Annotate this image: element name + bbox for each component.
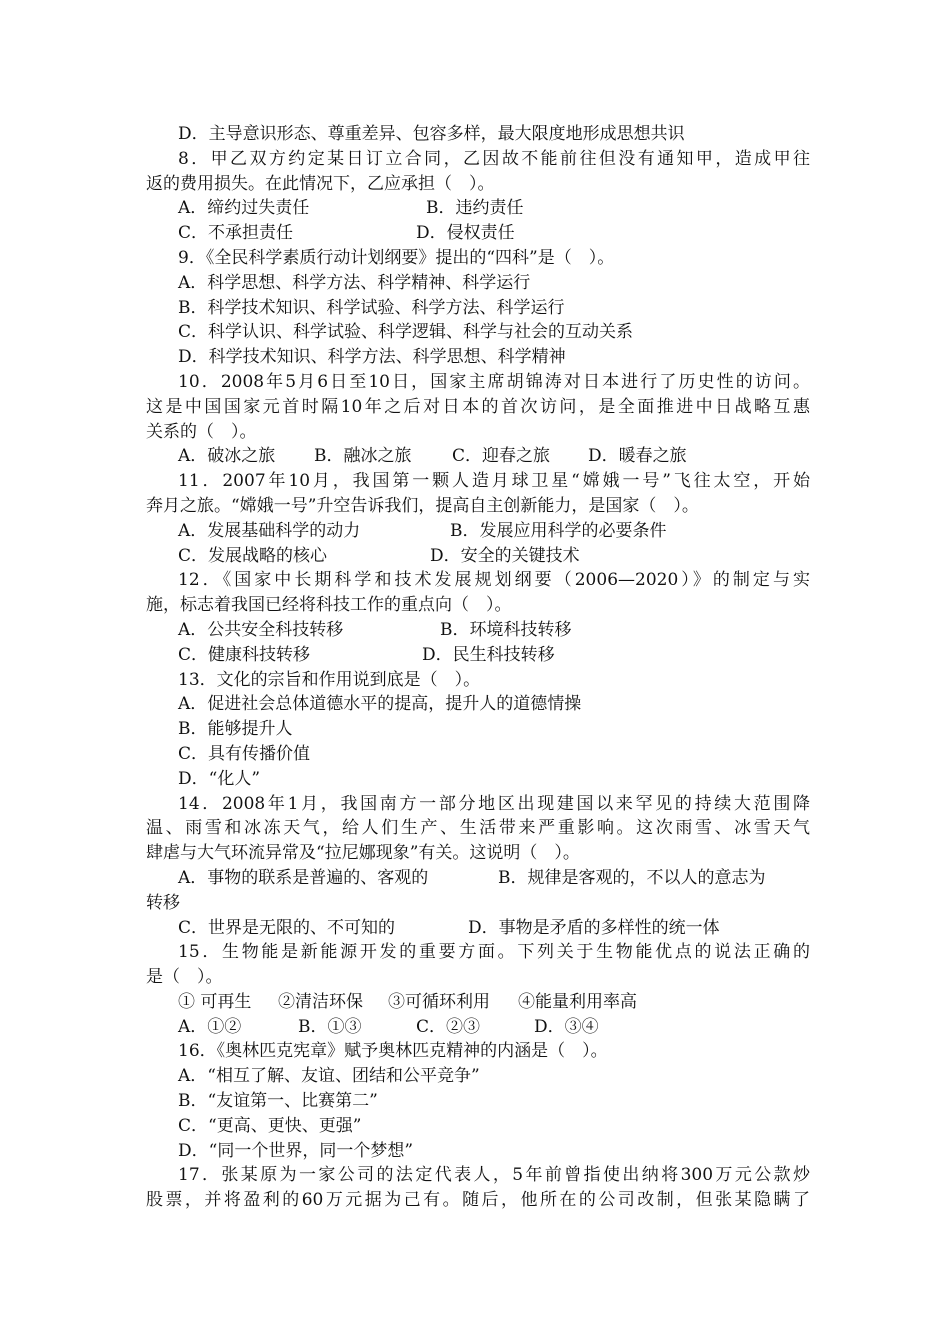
q8-option-b: B．违约责任 <box>426 198 524 219</box>
q14-option-c: C．世界是无限的、不可知的 <box>178 917 396 938</box>
q15-options <box>146 1015 810 1040</box>
q14-option-b-cont: 转移 <box>146 892 180 913</box>
q16-option-b: B．“友谊第一、比赛第二” <box>178 1091 378 1112</box>
q8-option-c: C．不承担责任 <box>178 223 294 244</box>
q13-option-c: C．具有传播价值 <box>178 743 311 764</box>
q10-stem: 10．2008年5月6日至10日，国家主席胡锦涛对日本进行了历史性的访问。 <box>178 371 810 392</box>
q11-option-b: B．发展应用科学的必要条件 <box>450 520 667 541</box>
q8-option-a: A．缔约过失责任 <box>178 198 310 219</box>
q15-item-4: ④能量利用率高 <box>518 991 637 1012</box>
q12-option-b: B．环境科技转移 <box>440 619 572 640</box>
q16-stem: 16．《奥林匹克宪章》赋予奥林匹克精神的内涵是（ ）。 <box>178 1041 608 1062</box>
q12-stem: 12．《国家中长期科学和技术发展规划纲要（2006—2020）》的制定与实 <box>178 570 810 591</box>
q16-option-c: C．“更高、更快、更强” <box>178 1115 362 1136</box>
q15-option-d: D．③④ <box>534 1016 599 1037</box>
document-page <box>146 122 810 1213</box>
q15-option-c: C．②③ <box>416 1016 481 1037</box>
q11-options-cd <box>146 544 810 569</box>
q8-option-d: D．侵权责任 <box>416 223 515 244</box>
q16-option-d: D．“同一个世界，同一个梦想” <box>178 1140 414 1161</box>
q15-item-2: ②清洁环保 <box>278 991 363 1012</box>
q11-stem: 11．2007年10月，我国第一颗人造月球卫星“嫦娥一号”飞往太空，开始 <box>178 471 810 492</box>
q10-option-b: B．融冰之旅 <box>314 446 412 467</box>
q13-stem: 13．文化的宗旨和作用说到底是（ ）。 <box>178 669 481 690</box>
q12-option-a: A．公共安全科技转移 <box>178 619 344 640</box>
q14-stem: 14．2008年1月，我国南方一部分地区出现建国以来罕见的持续大范围降 <box>178 793 810 814</box>
q9-option-a: A．科学思想、科学方法、科学精神、科学运行 <box>178 272 531 293</box>
q8-options-cd <box>146 221 810 246</box>
q8-stem-cont: 返的费用损失。在此情况下，乙应承担（ ）。 <box>146 173 495 194</box>
q17-stem: 17．张某原为一家公司的法定代表人，5年前曾指使出纳将300万元公款炒 <box>178 1165 810 1186</box>
q11-option-d: D．安全的关键技术 <box>430 545 580 566</box>
q10-option-d: D．暖春之旅 <box>588 446 687 467</box>
q7-option-d: D．主导意识形态、尊重差异、包容多样，最大限度地形成思想共识 <box>178 124 685 144</box>
q8-stem: 8．甲乙双方约定某日订立合同，乙因故不能前往但没有通知甲，造成甲往 <box>178 148 810 169</box>
q14-option-d: D．事物是矛盾的多样性的统一体 <box>468 917 720 938</box>
q14-options-ab <box>146 866 810 891</box>
q12-options-cd <box>146 643 810 668</box>
q15-stem-cont: 是（ ）。 <box>146 967 223 988</box>
q16-option-a: A．“相互了解、友谊、团结和公平竞争” <box>178 1066 480 1087</box>
q13-option-d: D．“化人” <box>178 768 261 789</box>
q14-stem-cont: 温、雨雪和冰冻天气，给人们生产、生活带来严重影响。这次雨雪、冰雪天气 <box>146 818 810 839</box>
q15-option-a: A．①② <box>178 1016 242 1037</box>
q10-stem-cont: 这是中国国家元首时隔10年之后对日本的首次访问，是全面推进中日战略互惠 <box>146 396 810 417</box>
q9-option-b: B．科学技术知识、科学试验、科学方法、科学运行 <box>178 297 565 318</box>
q13-option-a: A．促进社会总体道德水平的提高，提升人的道德情操 <box>178 694 582 715</box>
q14-options-cd <box>146 916 810 941</box>
q9-option-d: D．科学技术知识、科学方法、科学思想、科学精神 <box>178 347 566 368</box>
q8-options-ab <box>146 196 810 221</box>
q10-option-c: C．迎春之旅 <box>452 446 551 467</box>
q15-item-3: ③可循环利用 <box>388 991 490 1012</box>
q14-option-b: B．规律是客观的，不以人的意志为 <box>498 867 766 888</box>
q11-option-a: A．发展基础科学的动力 <box>178 520 361 541</box>
q17-stem-cont: 股票，并将盈利的60万元据为己有。随后，他所在的公司改制，但张某隐瞒了 <box>146 1190 810 1211</box>
q15-items <box>146 990 810 1015</box>
q11-options-ab <box>146 519 810 544</box>
q12-option-c: C．健康科技转移 <box>178 644 311 665</box>
q11-option-c: C．发展战略的核心 <box>178 545 328 566</box>
q13-option-b: B．能够提升人 <box>178 719 293 740</box>
q15-stem: 15．生物能是新能源开发的重要方面。下列关于生物能优点的说法正确的 <box>178 942 810 963</box>
q9-stem: 9．《全民科学素质行动计划纲要》提出的“四科”是（ ）。 <box>178 247 615 268</box>
q12-stem-cont: 施，标志着我国已经将科技工作的重点向（ ）。 <box>146 595 512 616</box>
q10-option-a: A．破冰之旅 <box>178 446 276 467</box>
q9-option-c: C．科学认识、科学试验、科学逻辑、科学与社会的互动关系 <box>178 322 634 343</box>
q10-options <box>146 444 810 469</box>
q15-option-b: B．①③ <box>298 1016 362 1037</box>
q12-option-d: D．民生科技转移 <box>422 644 555 665</box>
q12-options-ab <box>146 618 810 643</box>
q15-item-1: ① 可再生 <box>178 991 252 1012</box>
q14-stem-end: 肆虐与大气环流异常及“拉尼娜现象”有关。这说明（ ）。 <box>146 843 580 864</box>
q10-stem-end: 关系的（ ）。 <box>146 421 257 442</box>
q11-stem-cont: 奔月之旅。“嫦娥一号”升空告诉我们，提高自主创新能力，是国家（ ）。 <box>146 495 699 516</box>
q14-option-a: A．事物的联系是普遍的、客观的 <box>178 867 429 888</box>
